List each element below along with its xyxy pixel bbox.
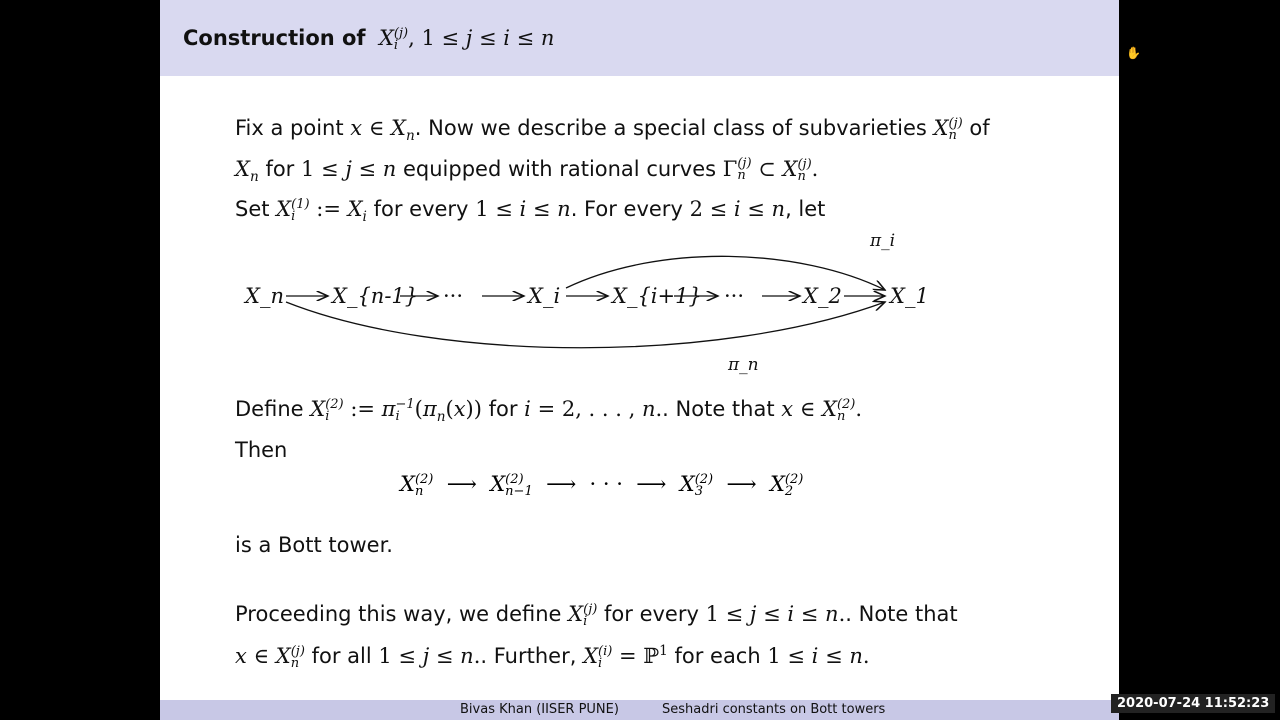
diagram-node-x2: X_2 (803, 284, 842, 308)
title-bar (160, 0, 1119, 76)
text-line-2: $X_n$ for 1 ≤ j ≤ n equipped with rational curves Γ (j) n ⊂ X (j) n . (235, 156, 819, 186)
slide (160, 0, 1119, 720)
tower-diagram (240, 228, 940, 378)
timestamp-overlay: 2020-07-24 11:52:23 (1111, 694, 1275, 713)
footer-talk-title: Seshadri constants on Bott towers (662, 702, 886, 717)
diagram-node-xi: X_i (528, 284, 561, 308)
diagram-node-xn-1: X_{n-1} (332, 284, 419, 308)
hand-cursor-icon: ✋ (1126, 46, 1141, 60)
footer-author: Bivas Khan (IISER PUNE) (460, 702, 619, 717)
diagram-node-dots-2: ··· (724, 284, 745, 308)
text-line-4: Define X (2) i := π −1 i $(\pi_n(x))$ for i = 2, . . . , n.. Note that x ∈ X (2) n . (235, 396, 863, 426)
title-math: X (j) i , 1 ≤ j ≤ i ≤ n (372, 25, 555, 53)
bott-tower-diagram: X (2) n ⟶ X (2) n−1 ⟶ · · · ⟶ X (2) 3 ⟶ X (2) 2 (400, 471, 804, 499)
arc-label-pi-i: π_i (870, 231, 896, 251)
diagram-node-xn: X_n (245, 284, 284, 308)
text-line-7: Proceeding this way, we define X (j) i for every 1 ≤ j ≤ i ≤ n.. Note that (235, 601, 958, 629)
diagram-node-dots-1: ··· (443, 284, 464, 308)
text-line-5: Then (235, 438, 288, 462)
text-line-3: Set X (1) i := $X_i$ for every 1 ≤ i ≤ n. For every 2 ≤ i ≤ n, let (235, 196, 826, 226)
title-prefix: Construction of (183, 26, 366, 50)
text-line-1: Fix a point x ∈ $X_n$. Now we describe a special class of subvarieties X (j) n of (235, 115, 990, 145)
slide-title (183, 26, 554, 51)
arc-label-pi-n: π_n (728, 355, 759, 375)
text-line-8: x ∈ X (j) n for all 1 ≤ j ≤ n.. Further, X (i) i = ℙ$^1$ for each 1 ≤ i ≤ n. (235, 643, 870, 671)
diagram-node-xi+1: X_{i+1} (612, 284, 702, 308)
arc-bottom (286, 302, 885, 348)
footer-bar (160, 700, 1119, 720)
diagram-node-x1: X_1 (890, 284, 929, 308)
text-line-6: is a Bott tower. (235, 533, 393, 557)
